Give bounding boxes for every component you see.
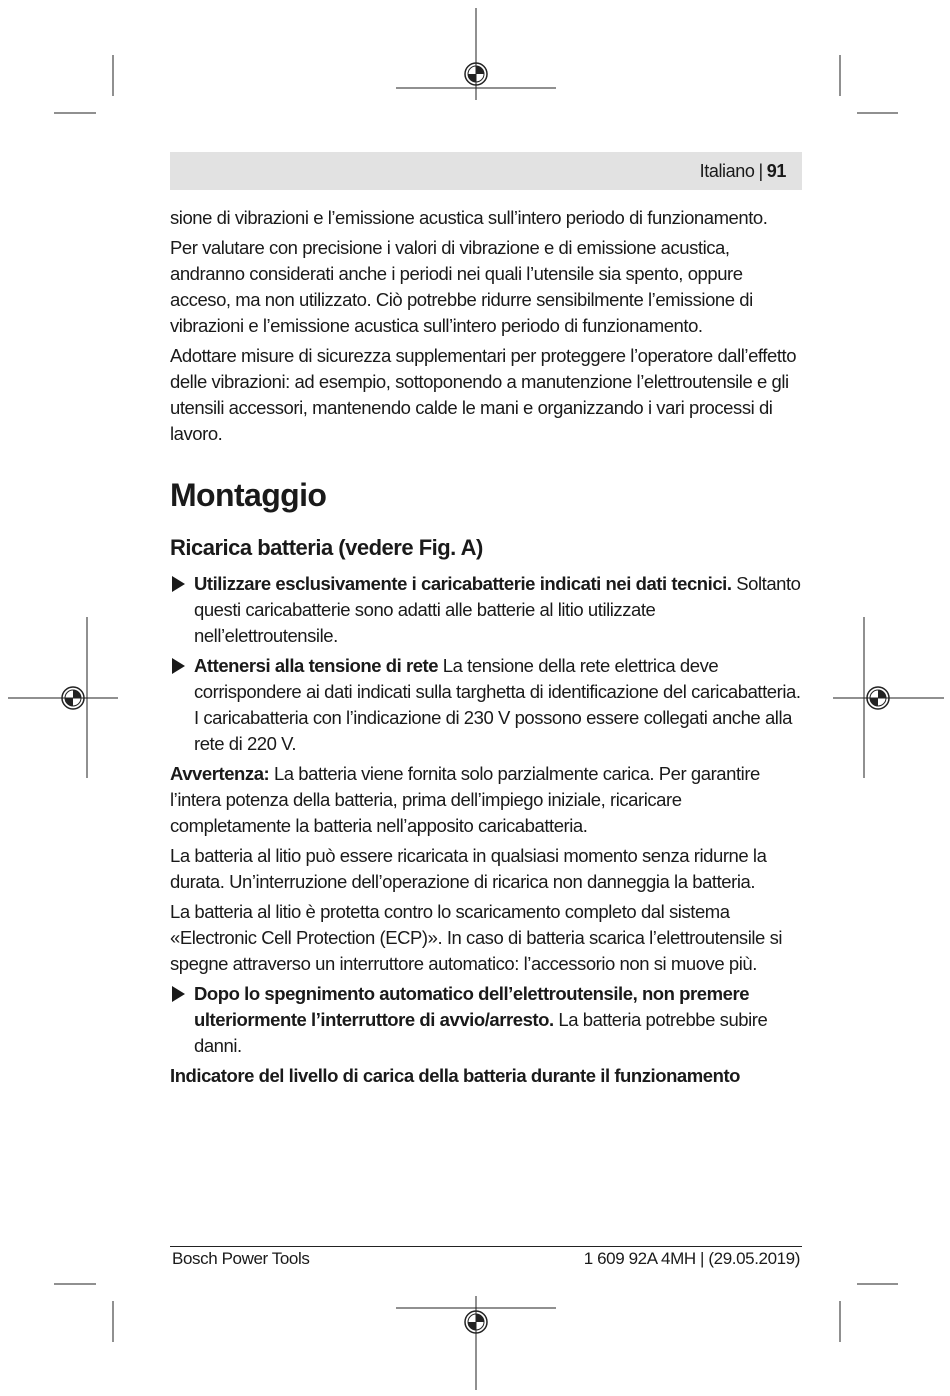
subsection-title: Ricarica batteria (vedere Fig. A)	[170, 535, 483, 560]
bullet-bold-text: Dopo lo spegnimento automatico dell’elettroutensile, non premere ulteriormente l’interruttore di avvio/arresto.	[194, 983, 750, 1030]
footer-doc-number: 1 609 92A 4MH | (29.05.2019)	[583, 1249, 800, 1268]
warning-text: La batteria viene fornita solo parzialmente carica. Per garantire l’intera potenza della batteria, prima dell’impiego iniziale, ricaricare completamente la batteria nell’apposito caricabatteria.	[170, 763, 760, 836]
registration-mark-left	[62, 687, 84, 709]
bullet-bold-text: Utilizzare esclusivamente i caricabatterie indicati nei dati tecnici.	[194, 573, 732, 594]
paragraph-ecp: La batteria al litio è protetta contro lo scaricamento completo dal sistema «Electronic Cell Protection (ECP)». In caso di batteria scarica l’elettroutensile si spegne attraverso un interruttore automatico: l’accessorio non si muove più.	[170, 901, 783, 974]
bullet-text: La tensione della rete elettrica deve corrispondere ai dati indicati sulla targhetta di identificazione del caricabatteria. I caricabatteria con l’indicazione di 230 V possono essere collegati anche alla rete di 220 V.	[194, 655, 801, 754]
bullet-text: Soltanto questi caricabatterie sono adatti alle batterie al litio utilizzate nell’elettroutensile.	[194, 573, 801, 646]
intro-paragraph-1: sione di vibrazioni e l’emissione acustica sull’intero periodo di funzionamento.	[170, 207, 768, 228]
page-header	[170, 152, 802, 190]
section-title: Montaggio	[170, 477, 327, 513]
header-separator: |	[758, 161, 763, 181]
header-text	[700, 152, 786, 190]
warning-paragraph	[170, 761, 802, 839]
bullet-triangle-icon	[172, 576, 185, 592]
registration-mark-bottom	[465, 1311, 487, 1333]
intro-paragraph-2: Per valutare con precisione i valori di vibrazione e di emissione acustica, andranno considerati anche i periodi nei quali l’utensile sia spento, oppure acceso, ma non utilizzato. Ciò potrebbe ridurre sensibilmente l’emissione di vibrazioni e l’emissione acustica sull’intero periodo di funzionamento.	[170, 237, 753, 336]
bullet-bold-text: Attenersi alla tensione di rete	[194, 655, 439, 676]
intro-paragraph-3: Adottare misure di sicurezza supplementari per proteggere l’operatore dall’effetto delle vibrazioni: ad esempio, sottoponendo a manutenzione l’elettroutensile e gli utensili accessori, mantenendo calde le mani e organizzando i vari processi di lavoro.	[170, 345, 797, 444]
page-body	[170, 205, 802, 1093]
final-heading-text: Indicatore del livello di carica della batteria durante il funzionamento	[170, 1065, 741, 1086]
bullet-text: La batteria potrebbe subire danni.	[194, 1009, 768, 1056]
final-heading	[170, 1063, 802, 1089]
paragraph-recharge: La batteria al litio può essere ricaricata in qualsiasi momento senza ridurne la durata. Un’interruzione dell’operazione di ricarica non danneggia la batteria.	[170, 845, 767, 892]
registration-mark-right	[867, 687, 889, 709]
footer-brand: Bosch Power Tools	[172, 1249, 310, 1268]
registration-mark-top	[465, 63, 487, 85]
bullet-item-mains-voltage	[170, 653, 802, 757]
bullet-item-chargers	[170, 571, 802, 649]
bullet-triangle-icon	[172, 986, 185, 1002]
warning-label: Avvertenza:	[170, 763, 270, 784]
bullet-triangle-icon	[172, 658, 185, 674]
bullet-item-auto-shutoff	[170, 981, 802, 1059]
header-language: Italiano	[699, 161, 755, 181]
page-number: 91	[766, 161, 786, 181]
